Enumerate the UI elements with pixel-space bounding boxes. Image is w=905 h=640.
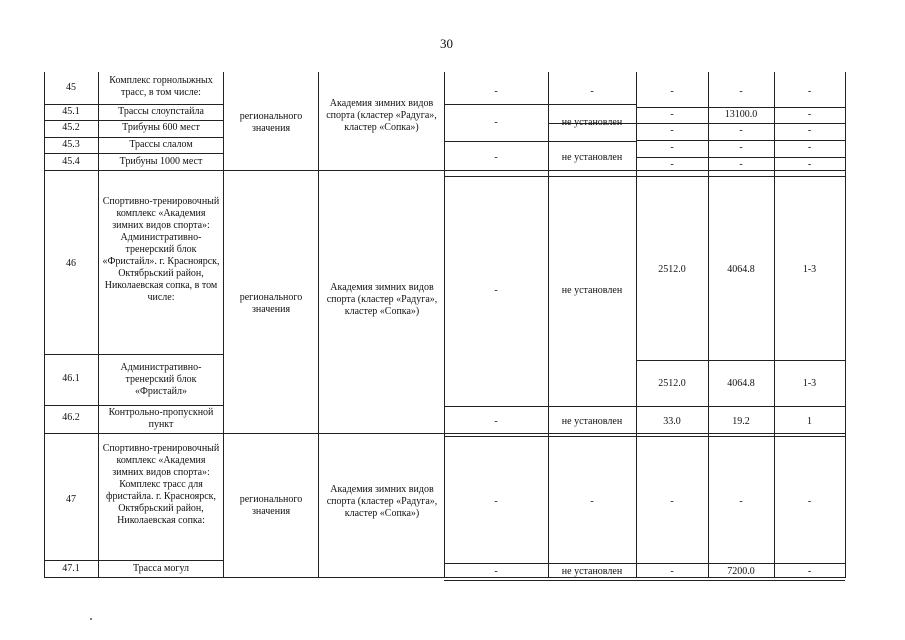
row-45-1-name: Трассы слоупстайла (118, 106, 204, 117)
row-45-name: Комплекс горнолыжных трасс, в том числе: (109, 75, 213, 98)
row-divider (444, 406, 845, 407)
row-divider (44, 354, 223, 355)
row-divider (636, 360, 845, 361)
row-45-2-name: Трибуны 600 мест (122, 122, 200, 133)
row-45-1-c9: - (807, 109, 812, 120)
row-45-4-c6: не установлен (561, 152, 623, 163)
row-divider (44, 405, 223, 406)
row-45-c8: - (739, 86, 743, 97)
row-46-2-num: 46.2 (62, 412, 80, 423)
row-47-location: Академия зимних видов спорта (кластер «Радуга», кластер «Сопка») (326, 484, 438, 519)
row-47-1-num: 47.1 (62, 563, 80, 574)
row-46-1-c7: 2512.0 (658, 378, 686, 389)
row-47-1-name: Трасса могул (132, 563, 190, 574)
scan-speck (90, 618, 92, 620)
row-divider (44, 120, 223, 121)
row-47-name: Спортивно-тренировочный комплекс «Академия зимних видов спорта»: Комплекс трасс для фристайла. г. Красноярск, Октябрьский район, Николаевская сопка: (102, 443, 220, 526)
row-46-c9: 1-3 (802, 264, 817, 275)
row-46-num: 46 (66, 258, 76, 269)
row-46-2-c5: - (494, 416, 498, 427)
row-divider (636, 107, 845, 108)
row-45-c5: - (494, 86, 498, 97)
row-45-4-c5: - (494, 152, 498, 163)
row-45-2-c6: не установлен (561, 117, 623, 128)
page-number: 30 (440, 36, 453, 51)
column-divider (318, 72, 319, 578)
row-divider (44, 137, 223, 138)
row-45-location: Академия зимних видов спорта (кластер «Радуга», кластер «Сопка») (326, 98, 437, 133)
row-46-significance: регионального значения (239, 292, 303, 315)
row-divider (444, 104, 636, 105)
row-45-4-c8: - (739, 159, 743, 170)
column-divider (223, 72, 224, 578)
row-45-2-c7: - (670, 125, 674, 136)
row-47-num: 47 (66, 494, 76, 505)
table-border-right (845, 72, 846, 578)
row-45-1-num: 45.1 (62, 106, 80, 117)
row-45-1-c8: 13100.0 (724, 109, 758, 120)
table-border-bottom (444, 580, 845, 581)
row-46-2-name: Контрольно-пропускной пункт (108, 407, 214, 430)
row-46-c6: не установлен (561, 285, 623, 296)
row-divider (444, 563, 845, 564)
row-46-2-c6: не установлен (561, 416, 623, 427)
row-divider (44, 433, 845, 434)
row-47-c8: - (739, 496, 743, 507)
row-47-c7: - (670, 496, 674, 507)
row-47-1-c7: - (670, 566, 674, 577)
row-45-3-c8: - (739, 142, 743, 153)
row-47-c5: - (494, 496, 498, 507)
row-divider (44, 153, 223, 154)
row-46-1-num: 46.1 (62, 373, 80, 384)
row-46-2-c8: 19.2 (732, 416, 750, 427)
row-47-significance: регионального значения (239, 494, 303, 517)
row-divider (444, 436, 845, 437)
row-46-c5: - (494, 285, 498, 296)
column-divider (98, 72, 99, 578)
row-47-c9: - (807, 496, 812, 507)
row-divider (636, 140, 845, 141)
row-47-1-c8: 7200.0 (727, 566, 755, 577)
row-47-1-c5: - (494, 566, 498, 577)
row-46-2-c9: 1 (807, 416, 812, 427)
row-45-4-num: 45.4 (62, 156, 80, 167)
row-45-4-c9: - (807, 159, 812, 170)
row-45-c9: - (807, 86, 812, 97)
row-divider (444, 176, 845, 177)
row-46-location: Академия зимних видов спорта (кластер «Радуга», кластер «Сопка») (326, 282, 438, 317)
row-45-c6: - (590, 86, 594, 97)
row-45-3-c7: - (670, 142, 674, 153)
row-45-2-c5: - (494, 117, 498, 128)
row-45-significance: регионального значения (239, 111, 303, 134)
row-47-1-c9: - (807, 566, 812, 577)
row-45-2-c8: - (739, 125, 743, 136)
row-46-c8: 4064.8 (727, 264, 755, 275)
row-46-2-c7: 33.0 (663, 416, 681, 427)
row-46-name: Спортивно-тренировочный комплекс «Академия зимних видов спорта»: Административно-тренерский блок «Фристайл». г. Красноярск, Октябрьский район, Николаевская сопка, в том числе: (102, 196, 220, 303)
row-divider (44, 104, 223, 105)
row-divider (444, 141, 636, 142)
row-45-1-c7: - (670, 109, 674, 120)
row-divider (636, 157, 845, 158)
row-46-c7: 2512.0 (658, 264, 686, 275)
row-45-2-c9: - (807, 125, 812, 136)
row-47-c6: - (590, 496, 594, 507)
row-45-4-c7: - (670, 159, 674, 170)
row-45-num: 45 (66, 82, 76, 93)
row-45-c7: - (670, 86, 674, 97)
row-46-1-c8: 4064.8 (727, 378, 755, 389)
row-divider (44, 560, 223, 561)
row-45-3-num: 45.3 (62, 139, 80, 150)
row-46-1-name: Административно-тренерский блок «Фристайл» (120, 362, 202, 397)
row-45-3-c9: - (807, 142, 812, 153)
row-46-1-c9: 1-3 (802, 378, 817, 389)
row-45-4-name: Трибуны 1000 мест (119, 156, 203, 167)
row-45-3-name: Трассы слалом (129, 139, 193, 150)
row-45-2-num: 45.2 (62, 122, 80, 133)
row-47-1-c6: не установлен (561, 566, 623, 577)
